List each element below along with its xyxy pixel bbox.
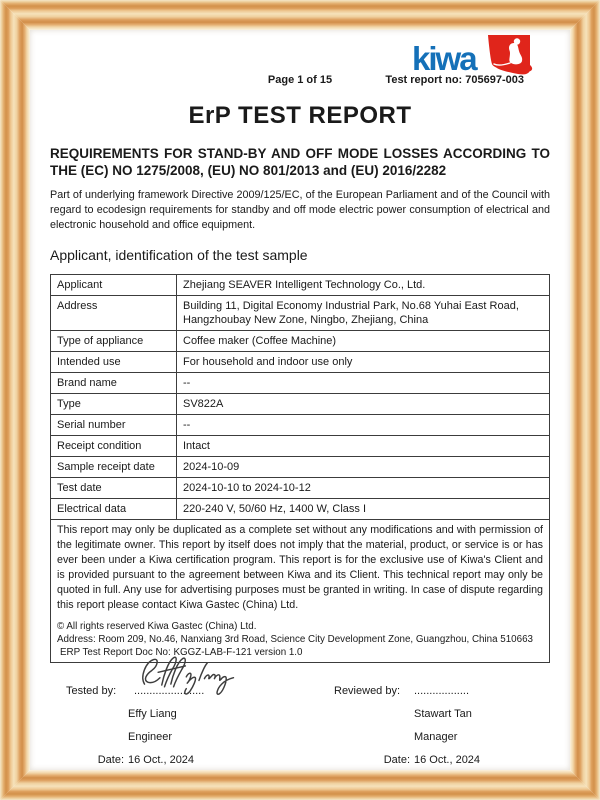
header-meta-row [50,74,550,88]
table-row [51,436,550,457]
tested-by-label: Tested by: [66,685,117,697]
table-row [51,275,550,296]
report-page [30,30,570,770]
signature-section [50,683,550,768]
reviewed-date: 16 Oct., 2024 [414,754,481,766]
tested-role: Engineer [128,731,173,743]
reviewed-name: Stawart Tan [414,708,472,720]
reviewed-dots: .................. [414,685,470,697]
row-label: Test date [51,478,177,499]
disclaimer-text: This report may only be duplicated as a complete set without any modifications and with permission of the legitimate owner. This report by itself does not imply that the material, product, or service is or has ever been under a Kiwa certification program. This report is for the exclusive use of Kiwa's Client and is provided pursuant to the agreement between Kiwa and its Client. This technical report may only be quoted in full. Any use for advertising purposes must be granted in writing. In case of dispute regarding this report please contact Kiwa Gastec (China) Ltd. [57,524,543,611]
row-label: Brand name [51,373,177,394]
wood-frame-left [0,0,30,800]
table-row [51,296,550,331]
row-label: Address [51,296,177,331]
tested-date-label: Date: [97,754,124,766]
row-value: 220-240 V, 50/60 Hz, 1400 W, Class I [177,499,550,520]
kiwa-logo-text: kiwa [412,40,476,77]
legal-cell [51,520,550,663]
table-row [51,457,550,478]
wood-frame-bottom [0,770,600,800]
row-value: 2024-10-10 to 2024-10-12 [177,478,550,499]
table-row [51,373,550,394]
tested-by-block [50,683,322,768]
row-label: Sample receipt date [51,457,177,478]
reviewed-by-block [322,683,550,768]
row-value: 2024-10-09 [177,457,550,478]
reviewed-by-label: Reviewed by: [334,685,401,697]
page-title: ErP TEST REPORT [188,102,412,129]
row-label: Type [51,394,177,415]
row-value: -- [177,373,550,394]
report-number: Test report no: 705697-003 [385,74,524,86]
table-row [51,394,550,415]
reviewed-role: Manager [414,731,458,743]
tested-name: Effy Liang [128,708,177,720]
row-value: Zhejiang SEAVER Intelligent Technology Co., Ltd. [177,275,550,296]
report-header [50,30,550,90]
requirements-heading: REQUIREMENTS FOR STAND-BY AND OFF MODE LOSSES ACCORDING TO THE (EC) NO 1275/2008, (EU) NO 801/2013 and (EU) 2016/2282 [50,146,550,178]
row-value: For household and indoor use only [177,352,550,373]
tested-signature-line [128,683,322,699]
table-row [51,331,550,352]
row-label: Serial number [51,415,177,436]
table-row [51,499,550,520]
tested-date: 16 Oct., 2024 [128,754,195,766]
sample-info-table [50,274,550,663]
table-row [51,478,550,499]
row-value: -- [177,415,550,436]
table-row [51,352,550,373]
intro-paragraph: Part of underlying framework Directive 2009/125/EC, of the European Parliament and of the Council with regard to ecodesign requirements for standby and off mode electric power consumption of electrical and electronic household and office equipment. [50,189,550,231]
row-label: Applicant [51,275,177,296]
row-label: Receipt condition [51,436,177,457]
row-label: Electrical data [51,499,177,520]
row-value: Building 11, Digital Economy Industrial Park, No.68 Yuhai East Road, Hangzhoubay New Zone, Ningbo, Zhejiang, China [177,296,550,331]
copyright-line: © All rights reserved Kiwa Gastec (China) Ltd. [57,621,257,632]
company-address: Address: Room 209, No.46, Nanxiang 3rd Road, Science City Development Zone, Guangzhou, China 510663 [57,634,533,645]
wood-frame-top [0,0,600,30]
doc-number: ERP Test Report Doc No: KGGZ-LAB-F-121 version 1.0 [60,647,303,658]
row-label: Type of appliance [51,331,177,352]
tested-dots: ....................... [134,685,205,697]
wood-frame-right [570,0,600,800]
row-label: Intended use [51,352,177,373]
reviewed-date-label: Date: [383,754,410,766]
row-value: Intact [177,436,550,457]
row-value: SV822A [177,394,550,415]
section-heading: Applicant, identification of the test sample [50,247,308,263]
table-row-legal [51,520,550,663]
page-number: Page 1 of 15 [267,74,333,86]
table-row [51,415,550,436]
row-value: Coffee maker (Coffee Machine) [177,331,550,352]
